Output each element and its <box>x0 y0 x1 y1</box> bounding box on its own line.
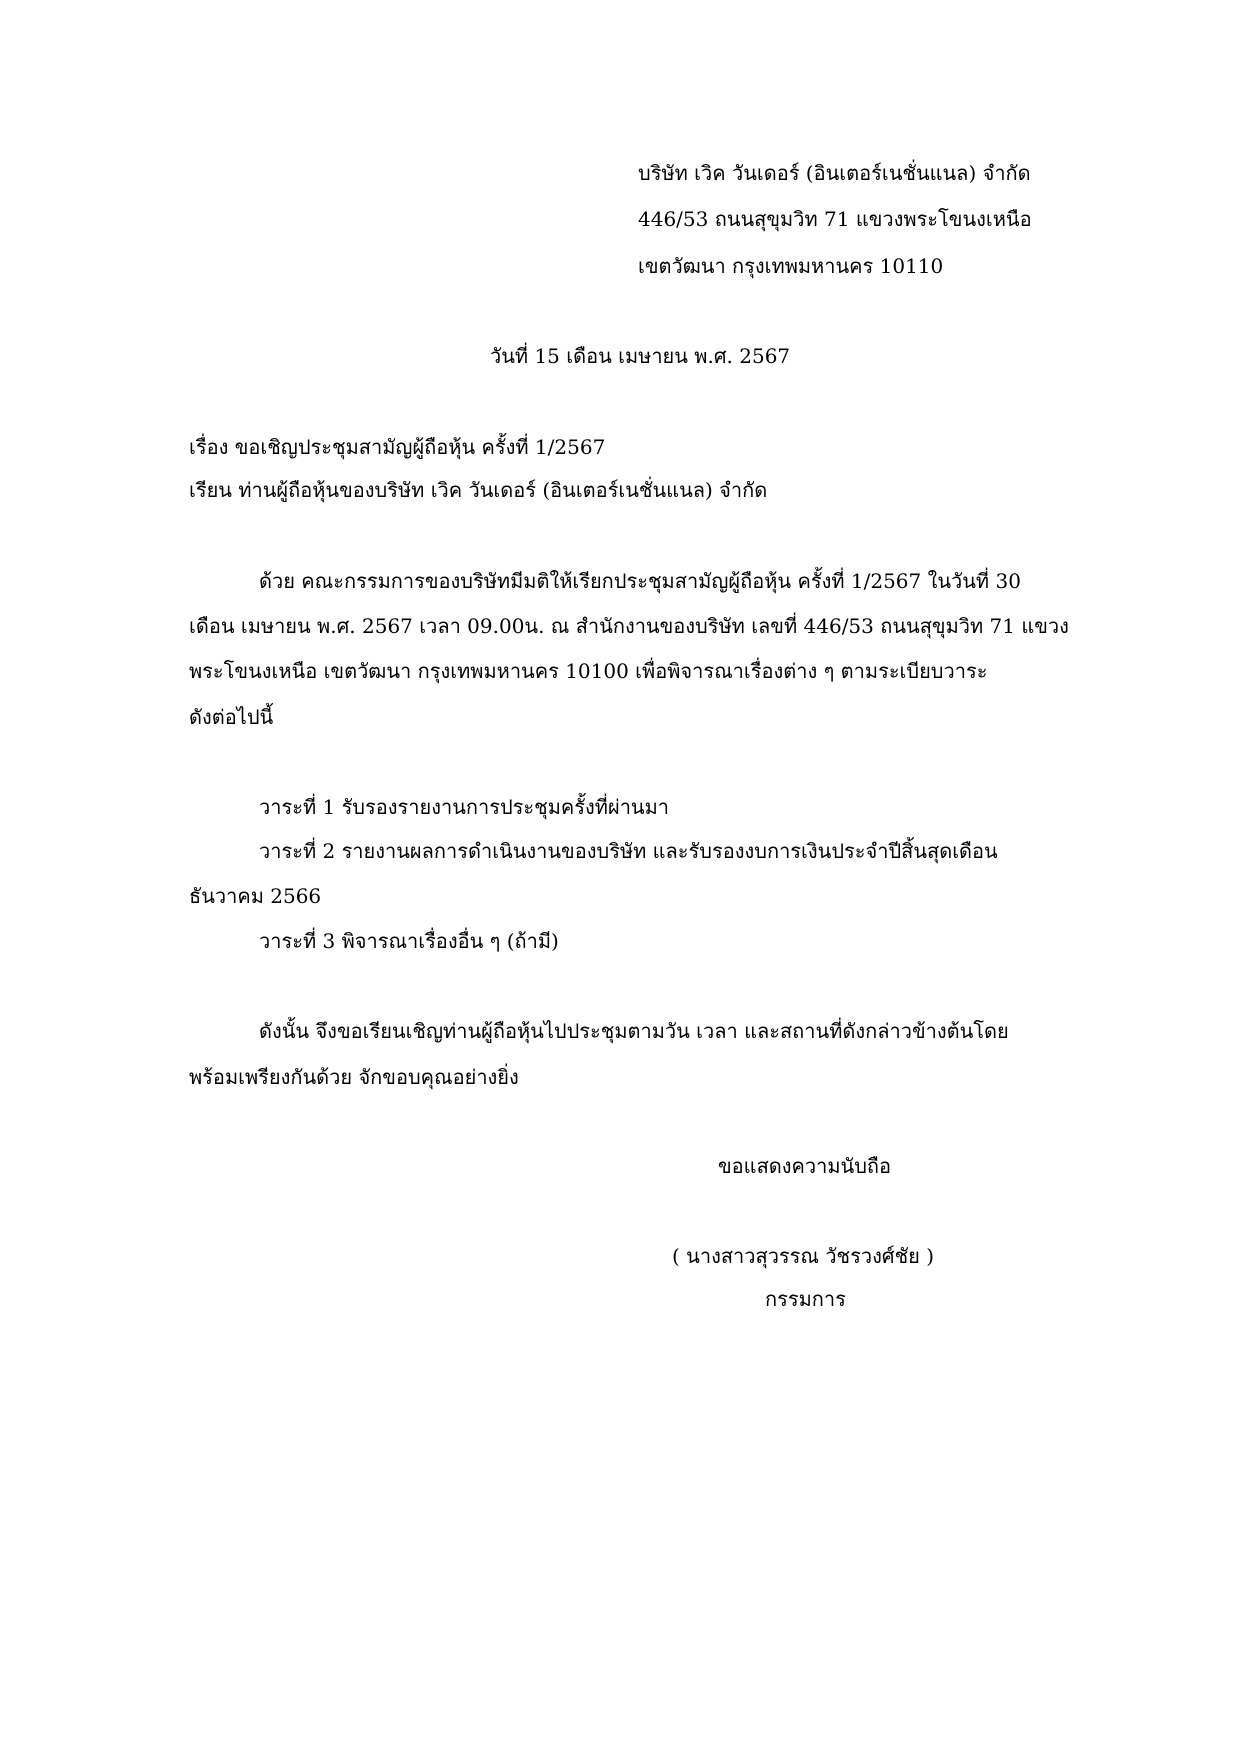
letterhead-address-line2: เขตวัฒนา กรุงเทพมหานคร 10110 <box>638 254 944 278</box>
recipient-line: เรียน ท่านผู้ถือหุ้นของบริษัท เวิค วันเดอร์ (อินเตอร์เนชั่นแนล) จำกัด <box>189 478 768 502</box>
agenda-item-3: วาระที่ 3 พิจารณาเรื่องอื่น ๆ (ถ้ามี) <box>259 929 559 953</box>
closing-paragraph-line1: ดังนั้น จึงขอเรียนเชิญท่านผู้ถือหุ้นไปประชุมตามวัน เวลา และสถานที่ดังกล่าวข้างต้นโดย <box>259 1019 1009 1043</box>
closing-paragraph-line2: พร้อมเพรียงกันด้วย จักขอบคุณอย่างยิ่ง <box>189 1065 519 1089</box>
signature-title: กรรมการ <box>765 1287 846 1311</box>
letterhead-address-line1: 446/53 ถนนสุขุมวิท 71 แขวงพระโขนงเหนือ <box>638 207 1032 231</box>
subject-line: เรื่อง ขอเชิญประชุมสามัญผู้ถือหุ้น ครั้งที่ 1/2567 <box>189 435 606 459</box>
signature-salutation: ขอแสดงความนับถือ <box>718 1154 892 1178</box>
body-paragraph-line2: เดือน เมษายน พ.ศ. 2567 เวลา 09.00น. ณ สำนักงานของบริษัท เลขที่ 446/53 ถนนสุขุมวิท 71 แขวง <box>189 614 1069 638</box>
date-line: วันที่ 15 เดือน เมษายน พ.ศ. 2567 <box>490 344 791 368</box>
body-paragraph-line4: ดังต่อไปนี้ <box>189 705 274 729</box>
agenda-item-2-line1: วาระที่ 2 รายงานผลการดำเนินงานของบริษัท และรับรองงบการเงินประจำปีสิ้นสุดเดือน <box>259 839 998 863</box>
letterhead-company: บริษัท เวิค วันเดอร์ (อินเตอร์เนชั่นแนล) จำกัด <box>638 161 1031 185</box>
body-paragraph-line3: พระโขนงเหนือ เขตวัฒนา กรุงเทพมหานคร 10100 เพื่อพิจารณาเรื่องต่าง ๆ ตามระเบียบวาระ <box>189 659 988 683</box>
body-paragraph-line1: ด้วย คณะกรรมการของบริษัทมีมติให้เรียกประชุมสามัญผู้ถือหุ้น ครั้งที่ 1/2567 ในวันที่ 30 <box>259 569 1021 593</box>
agenda-item-2-line2: ธันวาคม 2566 <box>189 884 322 908</box>
agenda-item-1: วาระที่ 1 รับรองรายงานการประชุมครั้งที่ผ่านมา <box>259 795 670 819</box>
signature-name: ( นางสาวสุวรรณ วัชรวงศ์ชัย ) <box>672 1244 935 1268</box>
